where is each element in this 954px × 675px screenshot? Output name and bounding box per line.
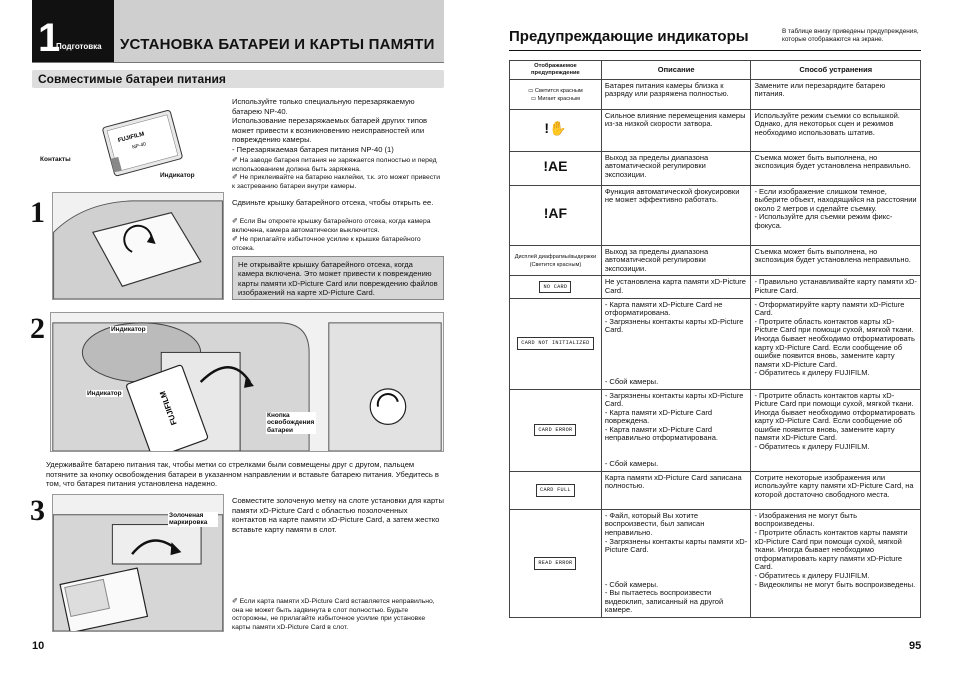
step-2-number: 2 [30, 312, 45, 345]
fix-cell: - Если изображение слишком темное, выберите объект, находящийся на расстоянии около 2 метров и сделайте съемку. - Используйте для съемки режим фикс-фокуса. [751, 185, 921, 245]
indicator-cell [510, 245, 602, 276]
label-indicator: Индикатор [160, 172, 195, 179]
fix-cell: Съемка может быть выполнена, но экспозиция будет установлена неправильно. [751, 151, 921, 185]
right-page [477, 0, 954, 675]
chapter-label: Подготовка [56, 42, 102, 51]
label-indicator-2: Индикатор [111, 326, 146, 333]
table-row [510, 509, 921, 617]
section-heading-bar [32, 70, 444, 88]
step-3-number: 3 [30, 494, 45, 527]
table-row [510, 389, 921, 471]
title-rule [509, 50, 921, 51]
fix-cell: Съемка может быть выполнена, но экспозиция будет установлена неправильно. [751, 245, 921, 276]
table-row [510, 151, 921, 185]
table-row [510, 276, 921, 298]
svg-text:NP-40: NP-40 [131, 141, 147, 151]
fix-cell: Сотрите некоторые изображения или используйте карту памяти xD-Picture Card, на которой достаточно свободного места. [751, 471, 921, 509]
warning-box: Не открывайте крышку батарейного отсека, когда камера включена. Это может привести к повреждению карты памяти xD-Picture Card или повреждению файлов изображений на карте xD-Picture Card. [232, 256, 444, 300]
description-cell: Не установлена карта памяти xD-Picture Card. [601, 276, 751, 298]
chapter-number: 1 [38, 16, 61, 60]
fix-cell: - Отформатируйте карту памяти xD-Picture Card. - Протрите область контактов карты xD-Picture Card при помощи сухой, мягкой ткани. Иногда бывает необходимо отформатировать карту xD-Picture Card. Если сообщение об ошибке появится вновь, замените карту памяти xD-Picture Card. - Обратитесь к дилеру FUJIFILM. [751, 298, 921, 389]
fix-cell: - Протрите область контактов карты xD-Picture Card при помощи сухой, мягкой ткани. Иногда бывает необходимо отформатировать карту xD-Picture Card. Если сообщение об ошибке появится вновь, замените карту памяти xD-Picture Card. - Обратитесь к дилеру FUJIFILM. [751, 389, 921, 471]
description-cell: Карта памяти xD-Picture Card записана полностью. [601, 471, 751, 509]
svg-text:FUJIFILM: FUJIFILM [158, 389, 179, 427]
indicator-text: !AE [543, 158, 568, 175]
indicator-cell [510, 151, 602, 185]
step-2-illustration [50, 312, 444, 452]
indicator-cell [510, 471, 602, 509]
table-row [510, 298, 921, 389]
battery-illustration [88, 110, 198, 180]
indicator-text: CARD ERROR [534, 424, 576, 437]
page-number-left: 10 [32, 640, 45, 652]
description-cell: Батарея питания камеры близка к разряду или разряжена полностью. [601, 79, 751, 109]
table-row [510, 471, 921, 509]
header-rule [32, 62, 444, 63]
step-1-text: Сдвиньте крышку батарейного отсека, чтобы открыть ее. [232, 198, 434, 207]
description-cell: Сильное влияние перемещения камеры из-за низкой скорости затвора. [601, 109, 751, 151]
step-1-number: 1 [30, 196, 45, 229]
description-cell: Выход за пределы диапазона автоматической регулировки экспозиции. [601, 151, 751, 185]
step-1-note-1: ✐ Если Вы откроете крышку батарейного отсека, когда камера включена, камера автоматически выключится. [232, 218, 431, 234]
indicator-text: READ ERROR [534, 557, 576, 570]
indicator-cell [510, 509, 602, 617]
table-row [510, 185, 921, 245]
battery-note-1: ✐ На заводе батарея питания не заряжается полностью и перед использованием должна быть заряжена. [232, 157, 437, 173]
battery-note-2: ✐ Не приклеивайте на батарею наклейки, т.к. это может привести к застреванию батареи внутри камеры. [232, 174, 441, 190]
indicator-text: Дисплей диафрагмы/выдержки (Светится красным) [514, 253, 597, 269]
fix-cell: Замените или перезарядите батарею питания. [751, 79, 921, 109]
indicator-text: !AF [543, 205, 568, 222]
header-indicator: Отображаемое предупреждение [510, 61, 602, 80]
indicator-text: CARD NOT INITIALIZED [517, 337, 593, 350]
step-3-note: ✐ Если карта памяти xD-Picture Card вставляется неправильно, она не может быть задвинута в слот полностью. Будьте осторожны, не прилагайте избыточное усилие при установке карты памяти xD-Picture Card в слот. [232, 598, 435, 631]
label-indicator-3: Индикатор [87, 390, 122, 397]
table-row [510, 79, 921, 109]
table-row [510, 245, 921, 276]
chapter-header [32, 0, 444, 62]
page-title: УСТАНОВКА БАТАРЕИ И КАРТЫ ПАМЯТИ [120, 36, 435, 53]
step-3-text: Совместите золоченую метку на слоте установки для карты памяти xD-Picture Card с областью позолоченных контактов на карте памяти xD-Picture Card, а затем жестко вставьте карту памяти в слот. [232, 496, 444, 534]
intro-note: В таблице внизу приведены предупреждения, которые отображаются на экране. [782, 28, 919, 43]
indicator-cell [510, 79, 602, 109]
step-2-text: Удерживайте батарею питания так, чтобы метки со стрелками были совмещены друг с другом, пальцем потяните за кнопку освобождения батареи в указанном направлении и вставьте батарею питания. Убедитесь в том, что батарея питания установлена надежно. [46, 460, 439, 489]
chapter-badge [32, 0, 114, 62]
indicator-text: !✋ [544, 120, 567, 137]
description-cell: - Загрязнены контакты карты xD-Picture Card. - Карта памяти xD-Picture Card повреждена. - Карта памяти xD-Picture Card неправильно отформатирована. - Сбой камеры. [601, 389, 751, 471]
step-1-illustration [52, 192, 224, 300]
description-cell: - Карта памяти xD-Picture Card не отформатирована. - Загрязнены контакты карты xD-Picture Card. - Сбой камеры. [601, 298, 751, 389]
description-cell: Выход за пределы диапазона автоматической регулировки экспозиции. [601, 245, 751, 276]
fix-cell: - Изображения не могут быть воспроизведены. - Протрите область контактов карты памяти xD-Picture Card при помощи сухой, мягкой ткани. Иногда бывает необходимо отформатировать карту памяти xD-Picture Card. - Обратитесь к дилеру FUJIFILM. - Видеоклипы не могут быть воспроизведены. [751, 509, 921, 617]
fix-cell: Используйте режим съемки со вспышкой. Однако, для некоторых сцен и режимов необходимо использовать штатив. [751, 109, 921, 151]
warning-table [509, 60, 921, 618]
description-cell: Функция автоматической фокусировки не может эффективно работать. [601, 185, 751, 245]
indicator-cell [510, 276, 602, 298]
section-heading: Совместимые батареи питания [38, 72, 226, 86]
battery-text: Используйте только специальную перезаряжаемую батарею NP-40. Использование перезаряжаемых батарей других типов может привести к возникновению неисправностей или повреждению камеры. - Перезаряжаемая батарея питания NP-40 (1) [232, 97, 428, 154]
chapter-title-bar [114, 0, 444, 62]
svg-text:FUJIFILM: FUJIFILM [117, 131, 146, 145]
header-fix: Способ устранения [751, 61, 921, 80]
indicator-text: CARD FULL [536, 484, 575, 497]
indicator-text: NO CARD [539, 281, 571, 294]
description-cell: - Файл, который Вы хотите воспроизвести, был записан неправильно. - Загрязнены контакты карты памяти xD-Picture Card. - Сбой камеры. - Вы пытаетесь воспроизвести видеоклип, записанный на другой камере. [601, 509, 751, 617]
label-contacts: Контакты [40, 156, 71, 163]
fix-cell: - Правильно устанавливайте карту памяти xD-Picture Card. [751, 276, 921, 298]
label-gold-marking: Золоченая маркировка [168, 512, 218, 527]
page-number-right: 95 [909, 640, 922, 652]
table-header-row [510, 61, 921, 80]
page-title-right: Предупреждающие индикаторы [509, 28, 749, 45]
indicator-cell [510, 109, 602, 151]
indicator-cell [510, 185, 602, 245]
table-row [510, 109, 921, 151]
header-description: Описание [601, 61, 751, 80]
indicator-text: ▭ Светится красным ▭ Мигает красным [528, 87, 583, 103]
indicator-cell [510, 298, 602, 389]
step-1-note-2: ✐ Не прилагайте избыточное усилие к крышке батарейного отсека. [232, 236, 421, 252]
label-release-button: Кнопка освобождения батареи [267, 412, 315, 434]
indicator-cell [510, 389, 602, 471]
